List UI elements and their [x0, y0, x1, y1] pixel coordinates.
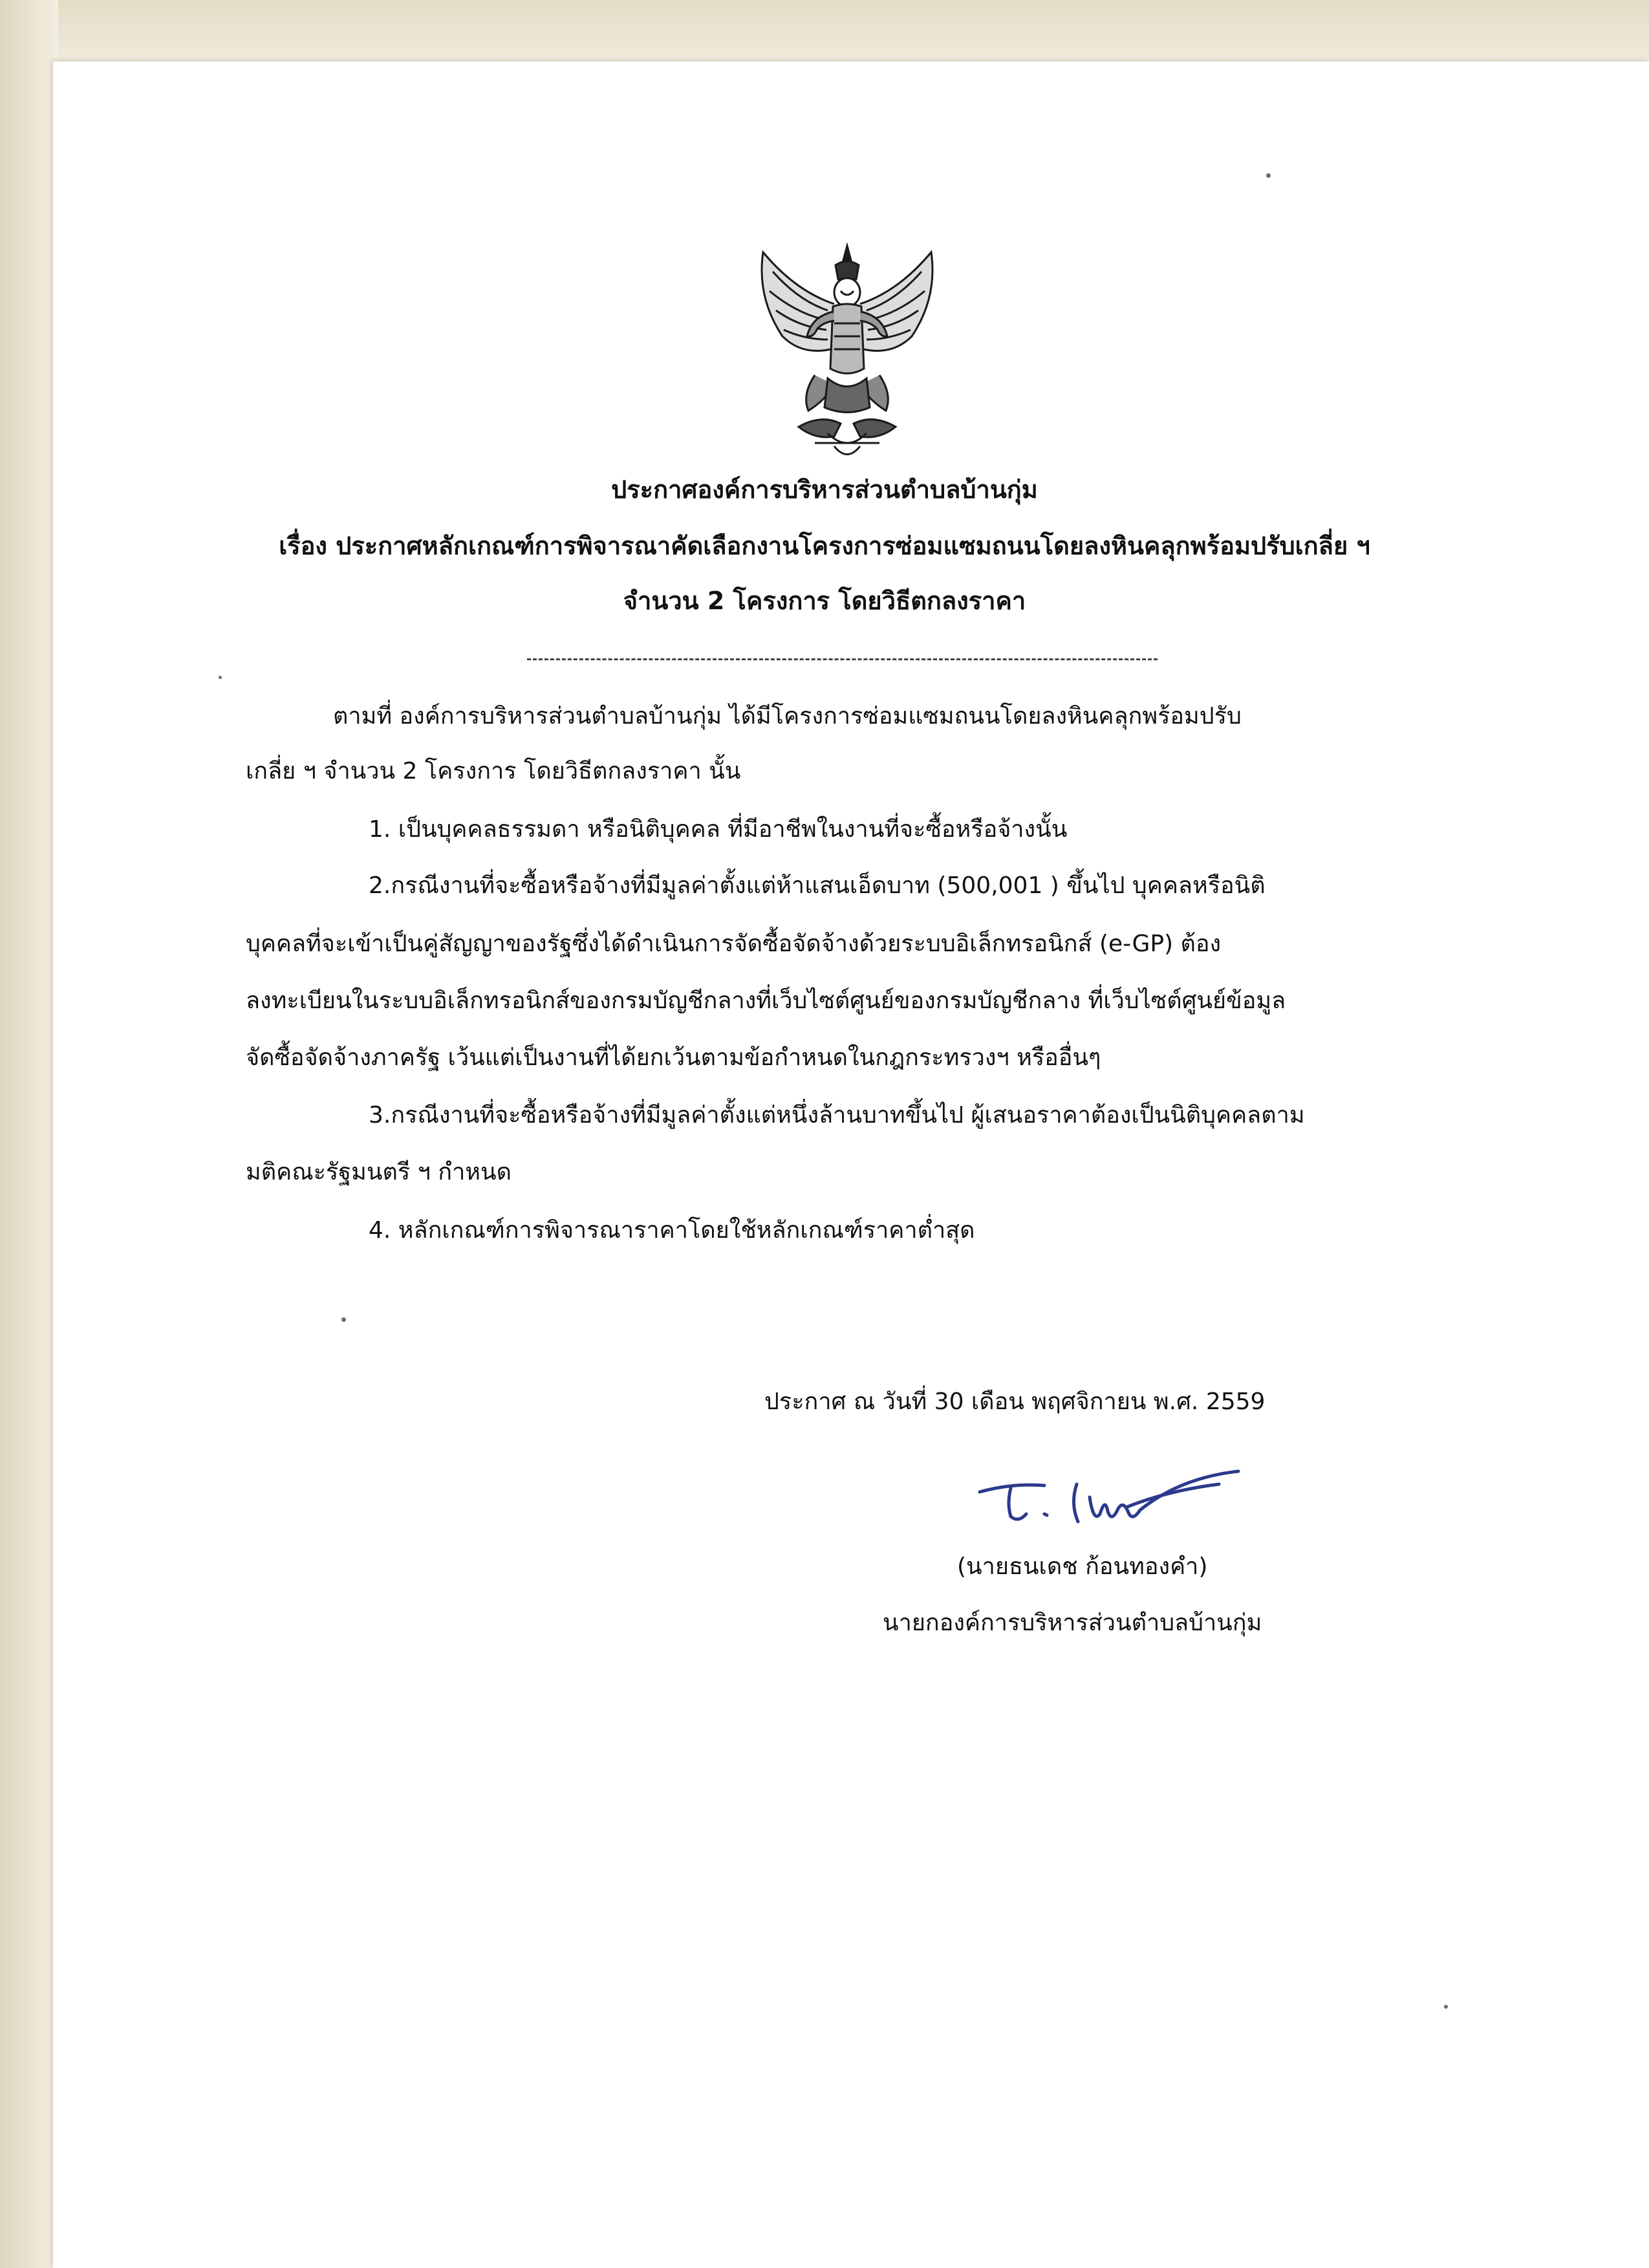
intro-paragraph-line: เกลี่ย ฯ จำนวน 2 โครงการ โดยวิธีตกลงราคา นั้น	[246, 758, 741, 784]
scan-speck	[341, 1317, 346, 1322]
scan-background-left	[0, 0, 58, 2268]
announcement-subject-continued: จำนวน 2 โครงการ โดยวิธีตกลงราคา	[623, 587, 1026, 615]
garuda-emblem-icon	[737, 239, 957, 466]
criterion-2-line: ลงทะเบียนในระบบอิเล็กทรอนิกส์ของกรมบัญชีกลางที่เว็บไซต์ศูนย์ของกรมบัญชีกลาง ที่เว็บไซต์ศูนย์ข้อมูล	[246, 988, 1286, 1014]
announcement-title: ประกาศองค์การบริหารส่วนตำบลบ้านกุ่ม	[611, 475, 1038, 504]
criterion-3-line: มติคณะรัฐมนตรี ฯ กำหนด	[246, 1159, 512, 1185]
announcement-date: ประกาศ ณ วันที่ 30 เดือน พฤศจิกายน พ.ศ. 2559	[764, 1388, 1266, 1415]
scan-speck	[1266, 173, 1271, 178]
criterion-2-line: จัดซื้อจัดจ้างภาครัฐ เว้นแต่เป็นงานที่ได้ยกเว้นตามข้อกำหนดในกฎกระทรวงฯ หรืออื่นๆ	[246, 1044, 1101, 1071]
header-divider	[527, 658, 1158, 660]
criterion-2-line: บุคคลที่จะเข้าเป็นคู่สัญญาของรัฐซึ่งได้ดำเนินการจัดซื้อจัดจ้างด้วยระบบอิเล็กทรอนิกส์ (e-GP) ต้อง	[246, 931, 1222, 957]
intro-paragraph-line: ตามที่ องค์การบริหารส่วนตำบลบ้านกุ่ม ได้มีโครงการซ่อมแซมถนนโดยลงหินคลุกพร้อมปรับ	[333, 703, 1242, 729]
signer-name: (นายธนเดช ก้อนทองคำ)	[957, 1553, 1208, 1580]
scan-background-top	[0, 0, 1649, 61]
announcement-subject: เรื่อง ประกาศหลักเกณฑ์การพิจารณาคัดเลือกงานโครงการซ่อมแซมถนนโดยลงหินคลุกพร้อมปรับเกลี่ย ฯ	[279, 532, 1370, 560]
scan-speck	[1444, 2005, 1448, 2009]
scan-speck	[219, 676, 222, 679]
criterion-2: 2.กรณีงานที่จะซื้อหรือจ้างที่มีมูลค่าตั้งแต่ห้าแสนเอ็ดบาท (500,001 ) ขึ้นไป บุคคลหรือนิติ	[369, 872, 1266, 899]
criterion-3: 3.กรณีงานที่จะซื้อหรือจ้างที่มีมูลค่าตั้งแต่หนึ่งล้านบาทขึ้นไป ผู้เสนอราคาต้องเป็นนิติบุคคลตาม	[369, 1102, 1305, 1129]
criterion-4: 4. หลักเกณฑ์การพิจารณาราคาโดยใช้หลักเกณฑ์ราคาต่ำสุด	[369, 1217, 975, 1244]
criterion-1: 1. เป็นบุคคลธรรมดา หรือนิติบุคคล ที่มีอาชีพในงานที่จะซื้อหรือจ้างนั้น	[369, 816, 1068, 843]
signer-title: นายกองค์การบริหารส่วนตำบลบ้านกุ่ม	[883, 1610, 1262, 1636]
handwritten-signature	[973, 1452, 1245, 1542]
